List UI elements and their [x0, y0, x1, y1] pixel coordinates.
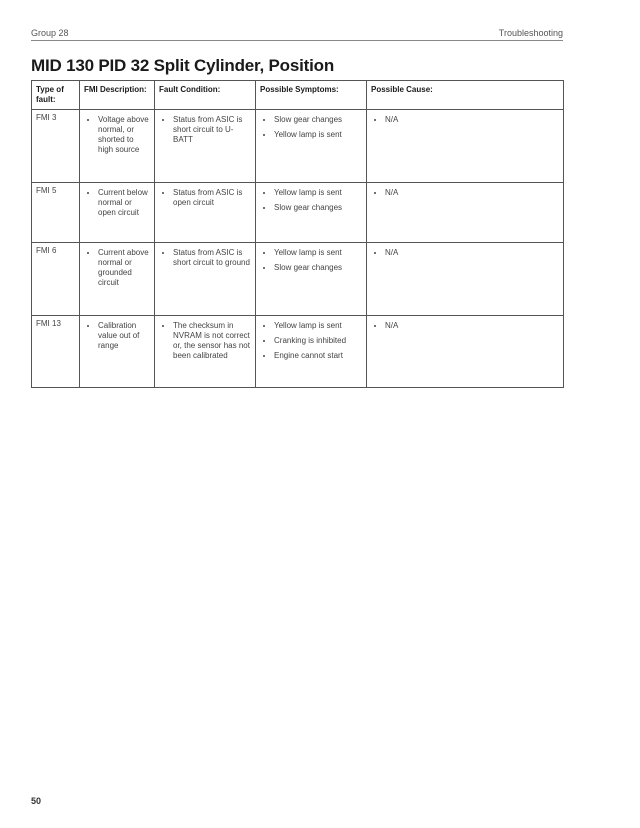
table-row [32, 243, 564, 316]
page-title: MID 130 PID 32 Split Cylinder, Position [31, 56, 334, 75]
possible-cause-cell [367, 183, 564, 243]
table-row [32, 183, 564, 243]
list-item: • Yellow lamp is sent [274, 321, 362, 331]
possible-symptoms-cell [256, 183, 367, 243]
column-header-possible-symptoms: Possible Symptoms: [256, 81, 367, 110]
list-item: • Slow gear changes [274, 115, 362, 125]
column-header-possible-cause: Possible Cause: [367, 81, 564, 110]
possible-symptoms-cell [256, 243, 367, 316]
fault-condition-cell [155, 183, 256, 243]
list-item: • Slow gear changes [274, 203, 362, 213]
fmi-description-cell [80, 183, 155, 243]
fmi-description-cell [80, 110, 155, 183]
list-item: • N/A [385, 115, 559, 125]
list-item: • Yellow lamp is sent [274, 130, 362, 140]
fault-type-cell: FMI 3 [32, 110, 80, 183]
fault-type-cell: FMI 6 [32, 243, 80, 316]
possible-cause-cell [367, 316, 564, 388]
page-header [31, 28, 563, 40]
column-header-fault-condition: Fault Condition: [155, 81, 256, 110]
fault-table [31, 80, 564, 388]
list-item: • Slow gear changes [274, 263, 362, 273]
fault-condition-cell [155, 110, 256, 183]
possible-cause-cell [367, 110, 564, 183]
list-item: • N/A [385, 188, 559, 198]
possible-cause-cell [367, 243, 564, 316]
column-header-fmi-description: FMI Description: [80, 81, 155, 110]
table-row [32, 316, 564, 388]
list-item: • Cranking is inhibited [274, 336, 362, 346]
table-header-row [32, 81, 564, 110]
list-item: • N/A [385, 321, 559, 331]
list-item: • Current above normal or grounded circuit [98, 248, 150, 288]
fault-condition-cell [155, 316, 256, 388]
header-divider [31, 40, 563, 41]
list-item: • Calibration value out of range [98, 321, 150, 351]
list-item: • Engine cannot start [274, 351, 362, 361]
list-item: • Current below normal or open circuit [98, 188, 150, 218]
list-item: • Voltage above normal, or shorted to high source [98, 115, 150, 155]
possible-symptoms-cell [256, 316, 367, 388]
fmi-description-cell [80, 243, 155, 316]
fmi-description-cell [80, 316, 155, 388]
list-item: • Yellow lamp is sent [274, 188, 362, 198]
list-item: • The checksum in NVRAM is not correct or, the sensor has not been calibrated [173, 321, 251, 361]
column-header-type: Type of fault: [32, 81, 80, 110]
list-item: • Yellow lamp is sent [274, 248, 362, 258]
section-label: Troubleshooting [498, 28, 563, 38]
fault-type-cell: FMI 5 [32, 183, 80, 243]
possible-symptoms-cell [256, 110, 367, 183]
fault-condition-cell [155, 243, 256, 316]
group-label: Group 28 [31, 28, 69, 38]
page-number: 50 [31, 796, 42, 806]
fault-type-cell: FMI 13 [32, 316, 80, 388]
list-item: • Status from ASIC is short circuit to ground [173, 248, 251, 268]
list-item: • Status from ASIC is open circuit [173, 188, 251, 208]
list-item: • N/A [385, 248, 559, 258]
table-row [32, 110, 564, 183]
list-item: • Status from ASIC is short circuit to U-BATT [173, 115, 251, 145]
